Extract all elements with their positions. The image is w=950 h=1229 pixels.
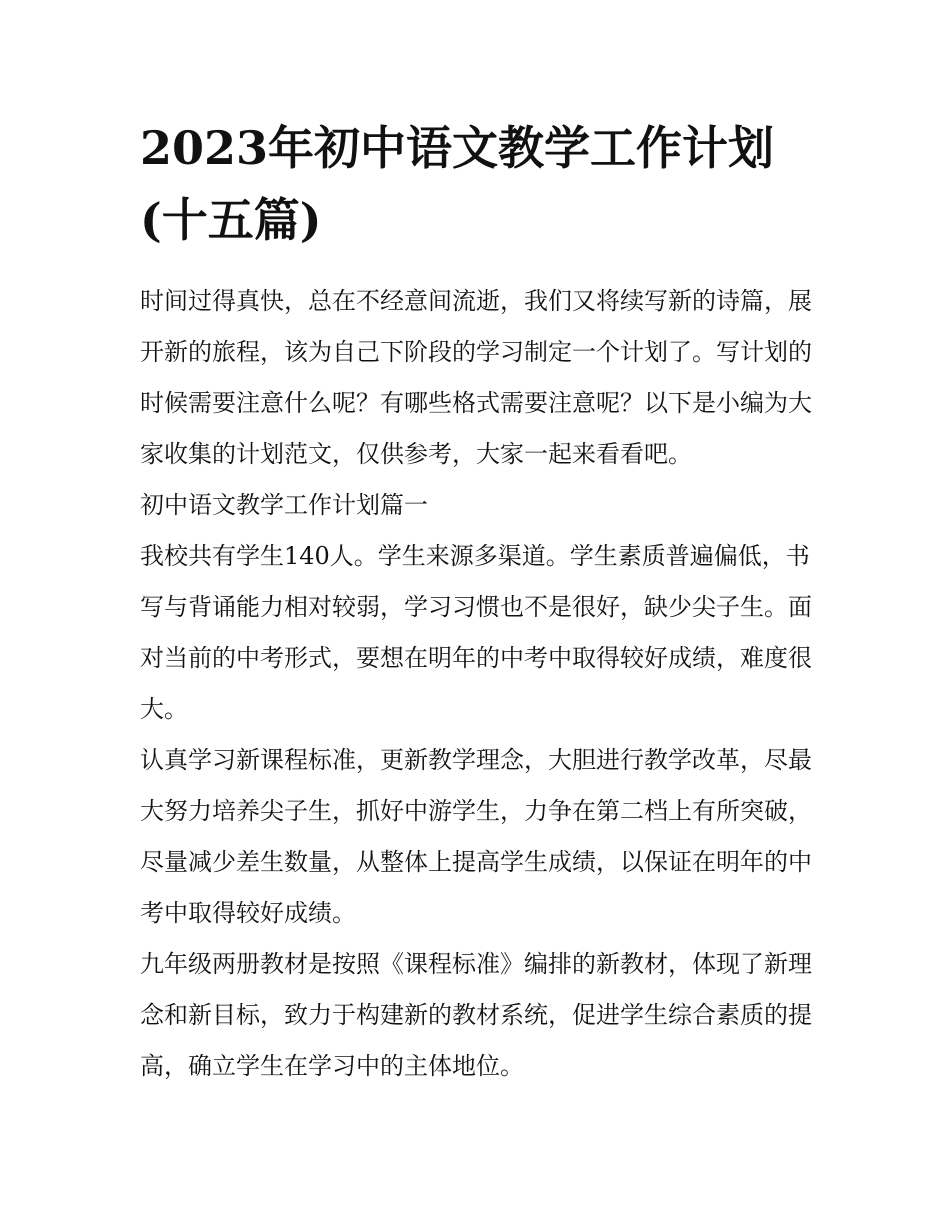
document-title-line-2: (十五篇) [140, 193, 322, 247]
body-paragraph: 认真学习新课程标准，更新教学理念，大胆进行教学改革，尽最大努力培养尖子生，抓好中游学生，力争在第二档上有所突破，尽量减少差生数量，从整体上提高学生成绩，以保证在明年的中考中取得较好成绩。 [140, 746, 812, 927]
body-paragraph: 我校共有学生140人。学生来源多渠道。学生素质普遍偏低，书写与背诵能力相对较弱，学习习惯也不是很好，缺少尖子生。面对当前的中考形式，要想在明年的中考中取得较好成绩，难度很大。 [140, 542, 812, 723]
intro-paragraph: 时间过得真快，总在不经意间流逝，我们又将续写新的诗篇，展开新的旅程，该为自己下阶段的学习制定一个计划了。写计划的时候需要注意什么呢？有哪些格式需要注意呢？以下是小编为大家收集的计划范文，仅供参考，大家一起来看看吧。 [140, 287, 812, 468]
body-paragraph: 九年级两册教材是按照《课程标准》编排的新教材，体现了新理念和新目标，致力于构建新的教材系统，促进学生综合素质的提高，确立学生在学习中的主体地位。 [140, 950, 812, 1080]
document-body [140, 276, 820, 1092]
section-heading: 初中语文教学工作计划篇一 [140, 491, 428, 519]
document-title [140, 112, 830, 256]
document-title-line-1: 2023年初中语文教学工作计划 [140, 121, 775, 175]
